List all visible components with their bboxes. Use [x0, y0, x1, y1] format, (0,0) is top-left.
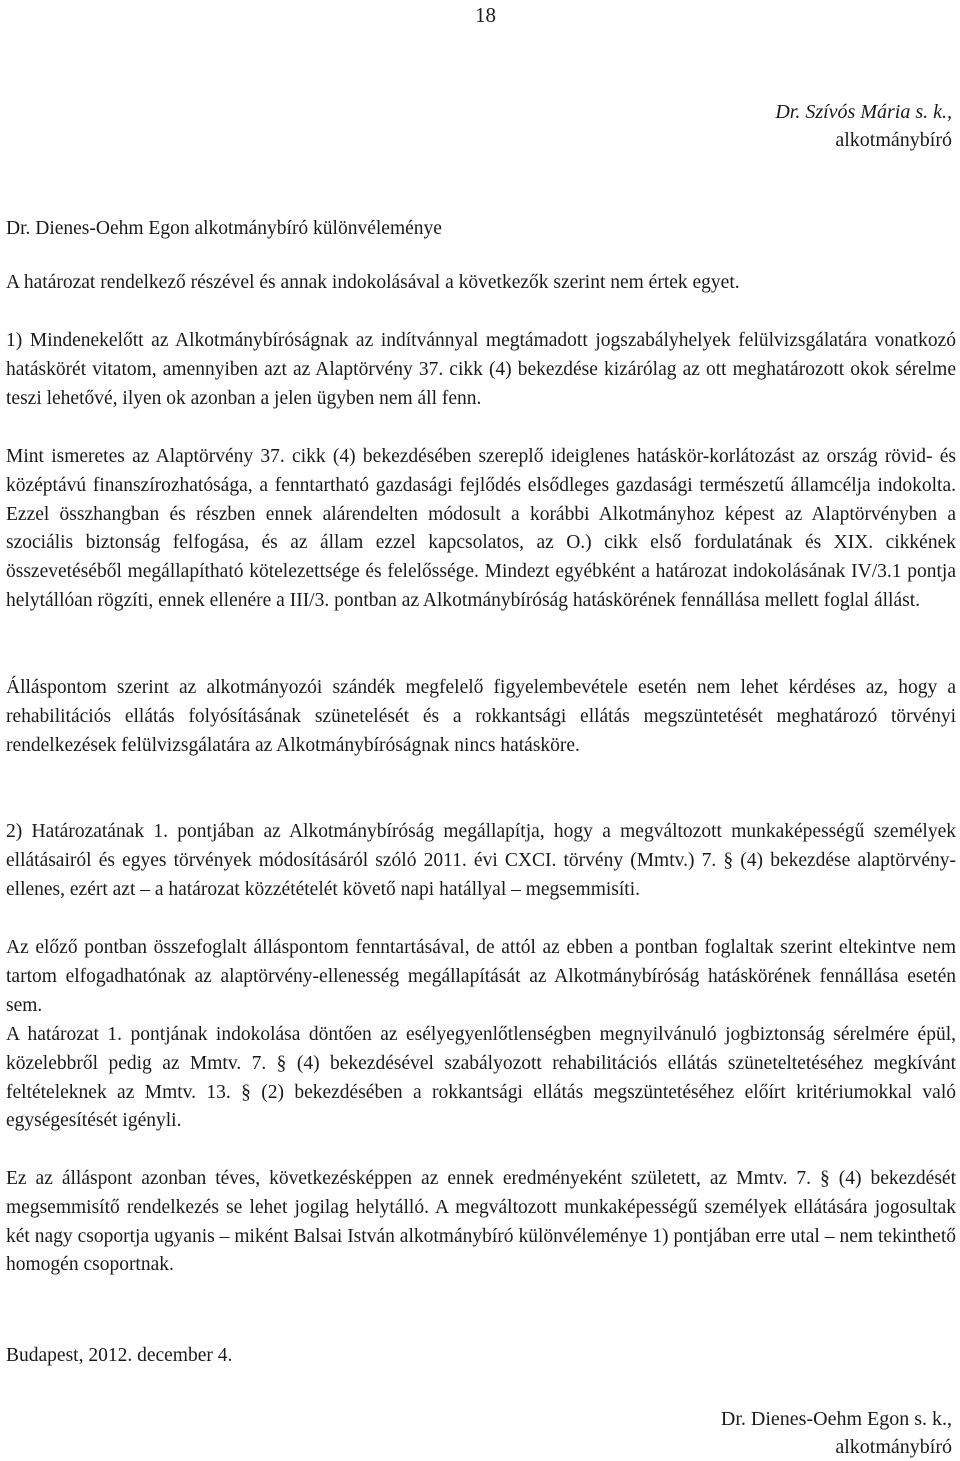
- paragraph-1: 1) Mindenekelőtt az Alkotmánybíróságnak az indítvánnyal megtámadott jogszabályhelyek felülvizsgálatára vonatkozó hatáskörét vitatom, amennyiben azt az Alaptörvény 37. cikk (4) bekezdése kizárólag az ott meghatározott okok sérelme teszi lehetővé, ilyen ok azonban a jelen ügyben nem áll fenn.: [6, 330, 956, 409]
- signature-top-name: Dr. Szívós Mária s. k.,: [775, 101, 952, 123]
- signature-top-title: alkotmánybíró: [835, 129, 952, 151]
- signature-bottom: [721, 1405, 952, 1461]
- date-line: Budapest, 2012. december 4.: [6, 1345, 233, 1366]
- paragraph-4: 2) Határozatának 1. pontjában az Alkotmánybíróság megállapítja, hogy a megváltozott munkaképességű személyek ellátásairól és egyes törvények módosításáról szóló 2011. évi CXCI. törvény (Mmtv.) 7. § (4) bekezdése alaptörvény-ellenes, ezért azt – a határozat közzétételét követő napi hatállyal – megsemmisíti.: [6, 821, 956, 900]
- paragraph-2: Mint ismeretes az Alaptörvény 37. cikk (4) bekezdésében szereplő ideiglenes hatáskör-korlátozást az ország rövid- és középtávú finanszírozhatósága, a fenntartható gazdasági fejlődés elsődleges gazdasági természetű államcélja indokolta. Ezzel összhangban és részben ennek alárendelten módosult a korábbi Alkotmányhoz képest az Alaptörvényben a szociális biztonság felfogása, és az állam ezzel kapcsolatos, az O.) cikk első fordulatának és XIX. cikkének összevetéséből megállapítható kötelezettsége és felelőssége. Mindezt egyébként a határozat indokolásának IV/3.1 pontja helytállóan rögzíti, ennek ellenére a III/3. pontban az Alkotmánybíróság hatáskörének fennállása mellett foglal állást.: [6, 446, 956, 611]
- signature-bottom-name: Dr. Dienes-Oehm Egon s. k.,: [720, 1408, 952, 1430]
- signature-bottom-title: alkotmánybíró: [835, 1436, 952, 1458]
- page-number: 18: [475, 3, 496, 27]
- opinion-heading: Dr. Dienes-Oehm Egon alkotmánybíró különvéleménye: [6, 218, 442, 239]
- signature-top: [775, 98, 952, 154]
- intro-statement: A határozat rendelkező részével és annak indokolásával a következők szerint nem értek egyet.: [6, 272, 740, 293]
- paragraph-5: Az előző pontban összefoglalt álláspontom fenntartásával, de attól az ebben a pontban foglaltak szerint eltekintve nem tartom elfogadhatónak az alaptörvény-ellenesség megállapítását az Alkotmánybíróság hatáskörének fennállása esetén sem.: [6, 937, 956, 1016]
- paragraph-3: Álláspontom szerint az alkotmányozói szándék megfelelő figyelembevétele esetén nem lehet kérdéses az, hogy a rehabilitációs ellátás folyósításának szünetelését és a rokkantsági ellátás megszüntetését meghatározó törvényi rendelkezések felülvizsgálatára az Alkotmánybíróságnak nincs hatásköre.: [6, 677, 956, 756]
- paragraph-7: Ez az álláspont azonban téves, következésképpen az ennek eredményeként született, az Mmtv. 7. § (4) bekezdését megsemmisítő rendelkezés se lehet jogilag helytálló. A megváltozott munkaképességű személyek ellátására jogosultak két nagy csoportja ugyanis – miként Balsai István alkotmánybíró különvéleménye 1) pontjában erre utal – nem tekinthető homogén csoportnak.: [6, 1168, 956, 1276]
- paragraph-6: A határozat 1. pontjának indokolása döntően az esélyegyenlőtlenségben megnyilvánuló jogbiztonság sérelmére épül, közelebbről pedig az Mmtv. 7. § (4) bekezdésével szabályozott rehabilitációs ellátás szüneteltetéséhez megkívánt feltételeknek az Mmtv. 13. § (2) bekezdésében a rokkantsági ellátás megszüntetéséhez előírt kritériumokkal való egységesítését igényli.: [6, 1024, 956, 1132]
